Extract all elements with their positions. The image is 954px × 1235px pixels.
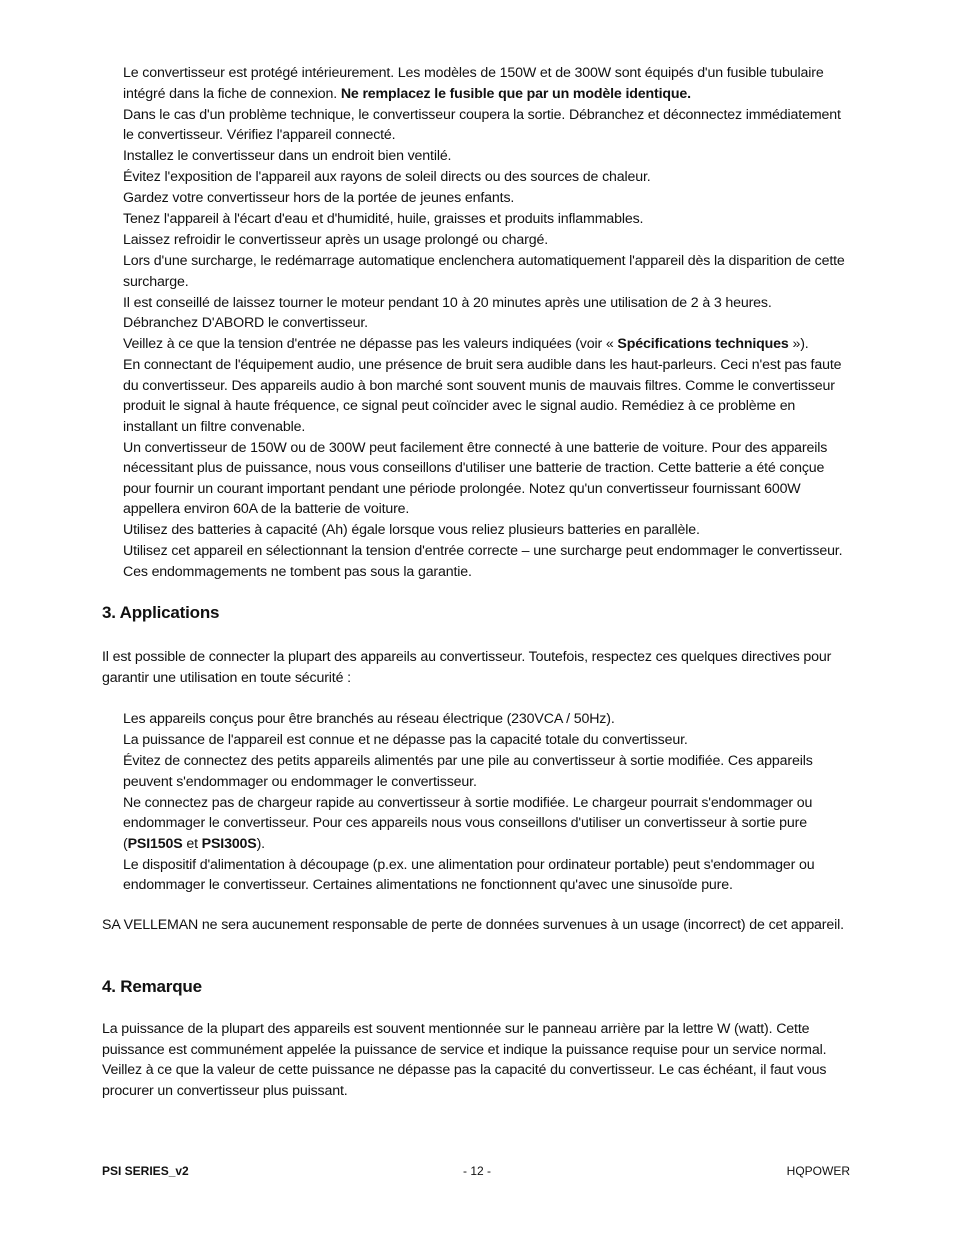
- list-item: Laissez refroidir le convertisseur après un usage prolongé ou chargé.: [123, 232, 548, 248]
- applications-list: [123, 709, 847, 896]
- list-item: Il est conseillé de laissez tourner le moteur pendant 10 à 20 minutes après une utilisation de 2 à 3 heures. Débranchez D'ABORD le convertisseur.: [123, 294, 772, 331]
- model-name: PSI300S: [201, 835, 257, 852]
- list-item: Les appareils conçus pour être branchés au réseau électrique (230VCA / 50Hz).: [123, 711, 615, 727]
- list-item: Le convertisseur est protégé intérieurement. Les modèles de 150W et de 300W sont équipés d'un fusible tubulaire intégré dans la fiche de connexion. Ne remplacez le fusible que par un modèle identique.: [123, 65, 824, 102]
- list-item: Un convertisseur de 150W ou de 300W peut facilement être connecté à une batterie de voiture. Pour des appareils nécessitant plus de puissance, nous vous conseillons d'utiliser une batterie de traction. Cette batterie a été conçue pour fournir un courant important pendant une période prolongée. Notez qu'un convertisseur fournissant 600W appellera environ 60A de la batterie de voiture.: [123, 439, 828, 517]
- list-item: Utilisez cet appareil en sélectionnant la tension d'entrée correcte – une surcharge peut endommager le convertisseur. Ces endommagements ne tombent pas sous la garantie.: [123, 543, 843, 580]
- list-item: Évitez de connectez des petits appareils alimentés par une pile au convertisseur à sortie modifiée. Ces appareils peuvent s'endommager ou endommager le convertisseur.: [123, 753, 813, 790]
- bold-reference: Spécifications techniques: [617, 336, 789, 352]
- applications-intro: Il est possible de connecter la plupart des appareils au convertisseur. Toutefois, respectez ces quelques directives pour garantir une utilisation en toute sécurité :: [102, 649, 832, 686]
- list-item: Tenez l'appareil à l'écart d'eau et d'humidité, huile, graisses et produits inflammables.: [123, 211, 644, 227]
- list-item: En connectant de l'équipement audio, une présence de bruit sera audible dans les haut-parleurs. Ceci n'est pas faute du convertisseur. Des appareils audio à bon marché sont souvent munis de mauvais filtres. Comme le convertisseur produit le signal à haute fréquence, ce signal peut coïncider avec le signal audio. Remédiez à ce problème en installant un filtre convenable.: [123, 357, 842, 435]
- section-heading-applications: 3. Applications: [102, 603, 220, 622]
- list-item: Évitez l'exposition de l'appareil aux rayons de soleil directs ou des sources de chaleur.: [123, 169, 651, 185]
- list-item: Utilisez des batteries à capacité (Ah) égale lorsque vous reliez plusieurs batteries en parallèle.: [123, 522, 700, 538]
- footer-series-label: PSI SERIES_v2: [102, 1164, 189, 1178]
- safety-instructions-list: [123, 63, 847, 583]
- footer-page-number: - 12 -: [462, 1164, 491, 1178]
- list-item: Lors d'une surcharge, le redémarrage automatique enclenchera automatiquement l'appareil dès la disparition de cette surcharge.: [123, 253, 845, 290]
- section-heading-remarque: 4. Remarque: [102, 977, 202, 996]
- bold-warning: Ne remplacez le fusible que par un modèle identique.: [340, 85, 691, 102]
- list-item: Gardez votre convertisseur hors de la portée de jeunes enfants.: [123, 190, 515, 206]
- list-item: Veillez à ce que la tension d'entrée ne dépasse pas les valeurs indiquées (voir « Spécifications techniques »).: [123, 336, 809, 352]
- disclaimer-paragraph: SA VELLEMAN ne sera aucunement responsable de perte de données survenues à un usage (incorrect) de cet appareil.: [102, 917, 844, 933]
- model-name: PSI150S: [127, 835, 183, 852]
- list-item: Le dispositif d'alimentation à découpage (p.ex. une alimentation pour ordinateur portable) peut s'endommager ou endommager le convertisseur. Certaines alimentations ne fonctionnent qu'avec une sinusoïde pure.: [123, 856, 815, 893]
- list-item: La puissance de l'appareil est connue et ne dépasse pas la capacité totale du convertisseur.: [123, 732, 688, 748]
- list-item: Dans le cas d'un problème technique, le convertisseur coupera la sortie. Débranchez et déconnectez immédiatement le convertisseur. Vérifiez l'appareil connecté.: [123, 106, 841, 143]
- list-item: Ne connectez pas de chargeur rapide au convertisseur à sortie modifiée. Le chargeur pourrait s'endommager ou endommager le convertisseur. Pour ces appareils nous vous conseillons d'utiliser un convertisseur à sortie pure (PSI150S et PSI300S).: [123, 794, 813, 852]
- remarque-paragraph: La puissance de la plupart des appareils est souvent mentionnée sur le panneau arrière par la lettre W (watt). Cette puissance est communément appelée la puissance de service et indique la puissance requise pour un service normal. Veillez à ce que la valeur de cette puissance ne dépasse pas la capacité du convertisseur. Le cas échéant, il faut vous procurer un convertisseur plus puissant.: [102, 1021, 827, 1099]
- footer-brand: HQPOWER: [786, 1164, 850, 1178]
- list-item: Installez le convertisseur dans un endroit bien ventilé.: [123, 148, 452, 164]
